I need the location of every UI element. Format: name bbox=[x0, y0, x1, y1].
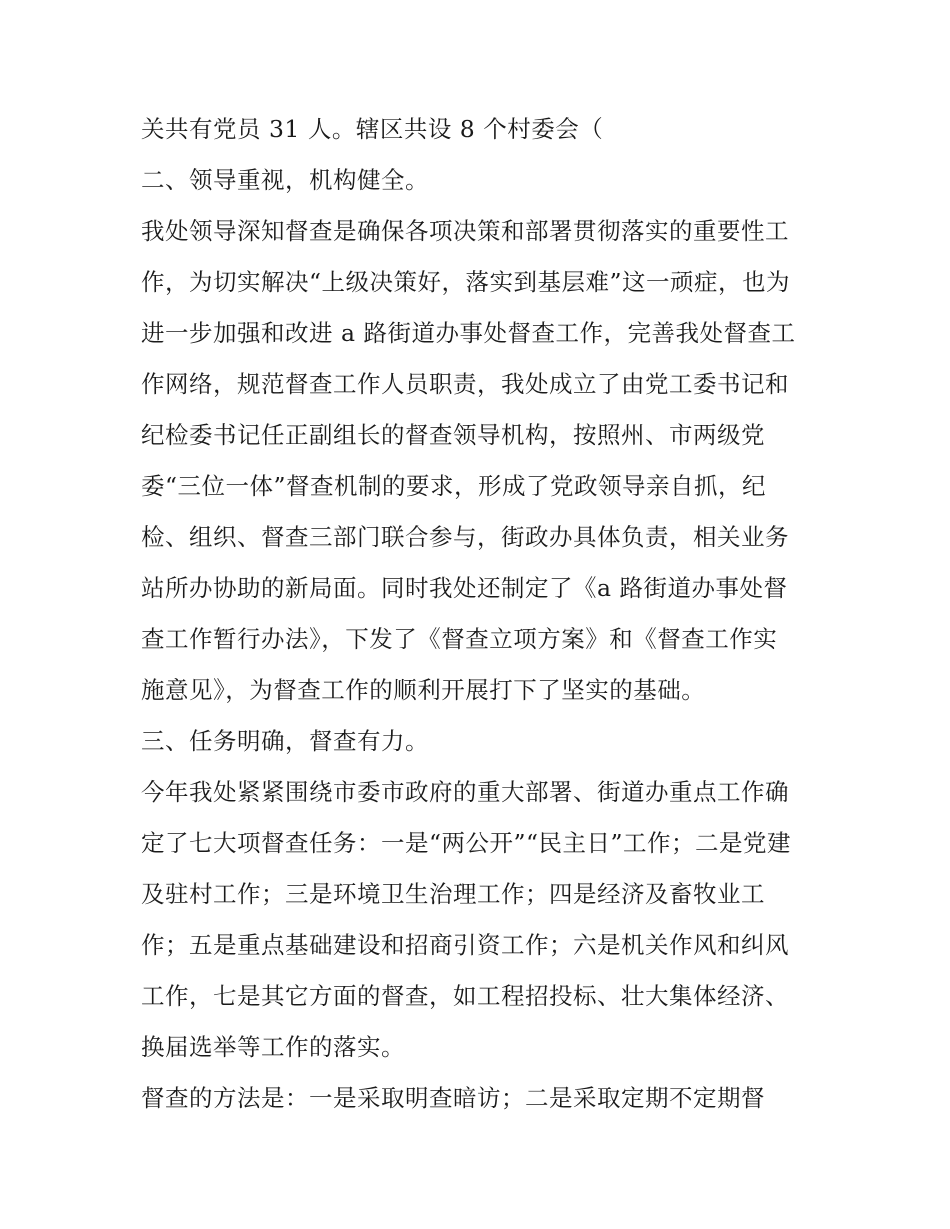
text-line: 进一步加强和改进 a 路街道办事处督查工作，完善我处督查工 bbox=[141, 319, 796, 347]
text-line: 作，为切实解决“上级决策好，落实到基层难”这一顽症，也为 bbox=[141, 268, 791, 296]
text-line: 今年我处紧紧围绕市委市政府的重大部署、街道办重点工作确 bbox=[141, 778, 789, 806]
text-line: 定了七大项督查任务：一是“两公开”“民主日”工作；二是党建 bbox=[141, 829, 792, 857]
text-line: 施意见》，为督查工作的顺利开展打下了坚实的基础。 bbox=[141, 676, 706, 704]
text-line: 及驻村工作；三是环境卫生治理工作；四是经济及畜牧业工 bbox=[141, 880, 765, 908]
text-line: 委“三位一体”督查机制的要求，形成了党政领导亲自抓，纪 bbox=[141, 472, 767, 500]
text-line: 作；五是重点基础建设和招商引资工作；六是机关作风和纠风 bbox=[141, 931, 789, 959]
text-line: 关共有党员 31 人。辖区共设 8 个村委会（ bbox=[141, 115, 604, 143]
text-line: 作网络，规范督查工作人员职责，我处成立了由党工委书记和 bbox=[141, 370, 789, 398]
text-line: 工作，七是其它方面的督查，如工程招投标、壮大集体经济、 bbox=[141, 982, 789, 1010]
text-line: 查工作暂行办法》，下发了《督查立项方案》和《督查工作实 bbox=[141, 625, 778, 653]
section-heading: 三、任务明确，督查有力。 bbox=[141, 727, 429, 755]
text-line: 督查的方法是：一是采取明查暗访；二是采取定期不定期督 bbox=[141, 1084, 765, 1112]
text-line: 站所办协助的新局面。同时我处还制定了《a 路街道办事处督 bbox=[141, 574, 788, 602]
text-line: 纪检委书记任正副组长的督查领导机构，按照州、市两级党 bbox=[141, 421, 765, 449]
text-line: 检、组织、督查三部门联合参与，街政办具体负责，相关业务 bbox=[141, 523, 789, 551]
text-line: 我处领导深知督查是确保各项决策和部署贯彻落实的重要性工 bbox=[141, 217, 789, 245]
document-body bbox=[141, 104, 821, 1124]
section-heading: 二、领导重视，机构健全。 bbox=[141, 166, 429, 194]
text-line: 换届选举等工作的落实。 bbox=[141, 1033, 405, 1061]
